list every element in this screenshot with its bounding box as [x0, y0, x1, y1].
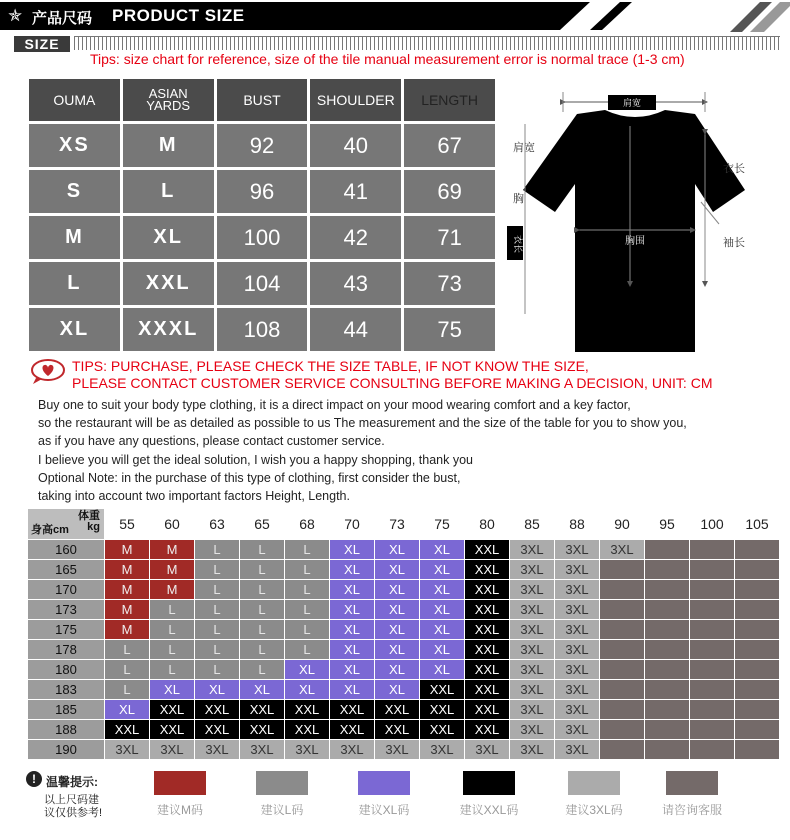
consult-cell — [690, 680, 734, 699]
size-cell: M — [150, 540, 194, 559]
weight-header-cell: 68 — [285, 509, 329, 539]
legend-swatch — [358, 771, 410, 795]
height-cell: 170 — [28, 580, 104, 599]
size-cell: 3XL — [510, 720, 554, 739]
length-cell: 69 — [404, 170, 495, 213]
description-text — [38, 396, 687, 505]
grid-row — [28, 620, 779, 639]
size-cell: XL — [330, 640, 374, 659]
consult-cell — [645, 580, 689, 599]
consult-cell — [600, 600, 644, 619]
size-cell: 3XL — [510, 580, 554, 599]
size-cell: XXL — [465, 720, 509, 739]
description-line: so the restaurant will be as detailed as possible to us The measurement and the size of the table for you to show you, — [38, 416, 687, 431]
size-cell: L — [285, 540, 329, 559]
col-header-asian: ASIAN — [148, 86, 188, 101]
size-cell: 3XL — [240, 740, 284, 759]
size-cell: XXL — [465, 680, 509, 699]
size-cell: 3XL — [285, 740, 329, 759]
tips-reference: Tips: size chart for reference, size of the tile manual measurement error is normal trace (1-3 cm) — [90, 51, 685, 67]
col-header-shoulder: SHOULDER — [310, 79, 401, 121]
description-line: taking into account two important factors Height, Length. — [38, 489, 350, 504]
size-cell: XL — [330, 600, 374, 619]
legend-swatch — [568, 771, 620, 795]
size-cell: L — [150, 660, 194, 679]
description-line: I believe you will get the ideal solution, I wish you a happy shopping, thank you — [38, 452, 473, 467]
size-cell: 3XL — [510, 540, 554, 559]
ouma-cell: L — [29, 262, 120, 305]
consult-cell — [690, 720, 734, 739]
size-cell: XL — [375, 680, 419, 699]
grid-row — [28, 600, 779, 619]
weight-header-cell: 70 — [330, 509, 374, 539]
size-cell: 3XL — [555, 740, 599, 759]
size-cell: XXL — [330, 720, 374, 739]
size-cell: M — [105, 600, 149, 619]
table-row — [29, 308, 495, 351]
size-cell: 3XL — [510, 560, 554, 579]
size-cell: L — [195, 620, 239, 639]
size-cell: XL — [375, 600, 419, 619]
shoulder-cell: 41 — [310, 170, 401, 213]
size-cell: XXL — [330, 700, 374, 719]
size-cell: 3XL — [510, 640, 554, 659]
col-header-yards: YARDS — [146, 98, 191, 113]
weight-header-cell: 65 — [240, 509, 284, 539]
col-header-bust: BUST — [217, 79, 308, 121]
size-cell: L — [150, 640, 194, 659]
size-cell: XXL — [465, 600, 509, 619]
description-line: as if you have any questions, please contact customer service. — [38, 434, 385, 449]
size-cell: XXL — [465, 640, 509, 659]
size-cell: 3XL — [195, 740, 239, 759]
header-title-en: PRODUCT SIZE — [112, 6, 245, 25]
consult-cell — [600, 680, 644, 699]
corner-weight-label: 体重 kg — [78, 510, 100, 533]
size-cell: XL — [375, 660, 419, 679]
size-cell: 3XL — [555, 700, 599, 719]
size-cell: L — [240, 660, 284, 679]
legend-swatch — [666, 771, 718, 795]
size-cell: L — [285, 620, 329, 639]
size-cell: XL — [195, 680, 239, 699]
consult-cell — [645, 620, 689, 639]
grid-row — [28, 740, 779, 759]
weight-header-cell: 63 — [195, 509, 239, 539]
consult-cell — [645, 600, 689, 619]
consult-cell — [600, 740, 644, 759]
ouma-cell: M — [29, 216, 120, 259]
size-cell: L — [285, 560, 329, 579]
size-cell: L — [150, 600, 194, 619]
consult-cell — [735, 540, 779, 559]
bust-cell: 96 — [217, 170, 308, 213]
size-cell: XXL — [195, 700, 239, 719]
size-cell: XL — [375, 540, 419, 559]
header-bar — [0, 0, 790, 32]
consult-cell — [690, 600, 734, 619]
size-cell: 3XL — [330, 740, 374, 759]
size-cell: XXL — [240, 700, 284, 719]
consult-cell — [645, 660, 689, 679]
size-cell: XL — [105, 700, 149, 719]
grid-row — [28, 660, 779, 679]
weight-header-cell: 85 — [510, 509, 554, 539]
legend-swatch — [154, 771, 206, 795]
legend-label: 建议L码 — [260, 803, 304, 817]
size-cell: XL — [420, 540, 464, 559]
size-cell: XL — [330, 660, 374, 679]
consult-cell — [690, 620, 734, 639]
consult-cell — [735, 660, 779, 679]
shoulder-cell: 44 — [310, 308, 401, 351]
size-cell: XL — [330, 620, 374, 639]
size-cell: XL — [285, 660, 329, 679]
size-cell: L — [285, 640, 329, 659]
consult-cell — [690, 540, 734, 559]
consult-cell — [600, 560, 644, 579]
table-row — [29, 124, 495, 167]
table-row — [29, 216, 495, 259]
size-cell: M — [105, 540, 149, 559]
size-cell: 3XL — [555, 540, 599, 559]
size-cell: XXL — [465, 560, 509, 579]
sleeve-label: 袖长 — [723, 236, 745, 249]
grid-corner — [28, 509, 104, 539]
bust-cell: 100 — [217, 216, 308, 259]
asian-cell: XXL — [123, 262, 214, 305]
header-title-cn: 产品尺码 — [32, 9, 93, 27]
size-cell: M — [150, 580, 194, 599]
size-cell: L — [195, 580, 239, 599]
shoulder-cell: 40 — [310, 124, 401, 167]
size-cell: 3XL — [555, 600, 599, 619]
asian-cell: XL — [123, 216, 214, 259]
size-cell: 3XL — [420, 740, 464, 759]
consult-cell — [690, 660, 734, 679]
chest-label: 胸围 — [625, 236, 645, 247]
size-cell: XL — [375, 620, 419, 639]
grid-row — [28, 540, 779, 559]
size-cell: XL — [420, 640, 464, 659]
size-cell: XL — [150, 680, 194, 699]
bust-cell: 104 — [217, 262, 308, 305]
size-cell: 3XL — [510, 620, 554, 639]
size-cell: XL — [330, 580, 374, 599]
warning-icon: ! — [26, 771, 42, 787]
table-row — [29, 262, 495, 305]
weight-header-cell: 100 — [690, 509, 734, 539]
size-cell: XL — [285, 680, 329, 699]
size-cell: 3XL — [555, 680, 599, 699]
size-cell: XXL — [465, 540, 509, 559]
shoulder-cell: 43 — [310, 262, 401, 305]
consult-cell — [645, 720, 689, 739]
size-cell: 3XL — [555, 720, 599, 739]
tshirt-diagram — [505, 84, 765, 354]
consult-cell — [600, 720, 644, 739]
size-cell: XXL — [240, 720, 284, 739]
weight-header-cell: 88 — [555, 509, 599, 539]
size-cell: L — [195, 540, 239, 559]
size-cell: L — [195, 560, 239, 579]
ruler-ticks — [74, 36, 780, 50]
consult-cell — [735, 620, 779, 639]
size-cell: 3XL — [555, 660, 599, 679]
size-cell: 3XL — [555, 560, 599, 579]
height-cell: 188 — [28, 720, 104, 739]
shoulder-cell: 42 — [310, 216, 401, 259]
size-cell: XXL — [465, 700, 509, 719]
legend-label: 建议3XL码 — [565, 803, 623, 817]
size-cell: 3XL — [600, 540, 644, 559]
weight-header-row — [28, 509, 779, 539]
height-cell: 180 — [28, 660, 104, 679]
size-cell: XXL — [465, 660, 509, 679]
size-cell: L — [150, 620, 194, 639]
height-cell: 190 — [28, 740, 104, 759]
tips-purchase — [72, 358, 712, 392]
size-cell: XXL — [150, 700, 194, 719]
size-cell: L — [195, 640, 239, 659]
size-cell: XL — [375, 560, 419, 579]
col-header-length: LENGTH — [404, 79, 495, 121]
consult-cell — [600, 620, 644, 639]
size-cell: XL — [240, 680, 284, 699]
grid-row — [28, 720, 779, 739]
size-cell: 3XL — [510, 680, 554, 699]
heart-chat-icon — [30, 358, 66, 384]
size-cell: L — [195, 660, 239, 679]
size-cell: L — [285, 600, 329, 619]
size-tag: SIZE — [14, 36, 70, 52]
height-cell: 173 — [28, 600, 104, 619]
size-cell: XXL — [150, 720, 194, 739]
size-cell: 3XL — [510, 600, 554, 619]
grid-row — [28, 640, 779, 659]
warning-title: 温馨提示: — [46, 775, 98, 789]
consult-cell — [690, 740, 734, 759]
bust-cell: 108 — [217, 308, 308, 351]
consult-cell — [600, 580, 644, 599]
size-cell: XXL — [105, 720, 149, 739]
size-cell: L — [105, 660, 149, 679]
table-row — [29, 170, 495, 213]
consult-cell — [645, 640, 689, 659]
col-header-ouma: OUMA — [29, 79, 120, 121]
consult-cell — [735, 720, 779, 739]
tips-line1: TIPS: PURCHASE, PLEASE CHECK THE SIZE TABLE, IF NOT KNOW THE SIZE, — [72, 358, 589, 374]
size-cell: XXL — [375, 720, 419, 739]
size-cell: XXL — [465, 580, 509, 599]
consult-cell — [645, 560, 689, 579]
size-cell: XXL — [195, 720, 239, 739]
asian-cell: M — [123, 124, 214, 167]
description-line: Buy one to suit your body type clothing, it is a direct impact on your mood wearing comfort and a key factor, — [38, 398, 631, 412]
weight-header-cell: 80 — [465, 509, 509, 539]
warning-line2: 议仅供参考! — [44, 807, 103, 819]
description-line: Optional Note: in the purchase of this type of clothing, first consider the bust, — [38, 470, 461, 485]
consult-cell — [600, 660, 644, 679]
ouma-cell: S — [29, 170, 120, 213]
consult-cell — [735, 600, 779, 619]
length-cell: 67 — [404, 124, 495, 167]
size-cell: XXL — [420, 700, 464, 719]
size-cell: 3XL — [465, 740, 509, 759]
size-cell: XXL — [420, 720, 464, 739]
consult-cell — [690, 640, 734, 659]
size-cell: L — [240, 620, 284, 639]
consult-cell — [735, 740, 779, 759]
legend-label: 建议XXL码 — [459, 803, 519, 817]
shoulder-side-label: 肩宽 — [513, 141, 535, 154]
consult-cell — [645, 700, 689, 719]
size-cell: 3XL — [555, 640, 599, 659]
size-cell: L — [285, 580, 329, 599]
size-cell: M — [150, 560, 194, 579]
size-cell: XL — [420, 580, 464, 599]
consult-cell — [645, 680, 689, 699]
height-cell: 185 — [28, 700, 104, 719]
consult-cell — [645, 540, 689, 559]
legend-swatch — [256, 771, 308, 795]
size-cell: XXL — [375, 700, 419, 719]
size-cell: L — [240, 640, 284, 659]
size-cell: 3XL — [555, 580, 599, 599]
size-cell: XL — [330, 540, 374, 559]
height-cell: 160 — [28, 540, 104, 559]
grid-row — [28, 560, 779, 579]
legend-label: 请咨询客服 — [661, 803, 722, 817]
consult-cell — [735, 700, 779, 719]
consult-cell — [735, 640, 779, 659]
size-cell: XXL — [465, 620, 509, 639]
consult-cell — [690, 700, 734, 719]
size-cell: 3XL — [510, 740, 554, 759]
length-cell: 73 — [404, 262, 495, 305]
header-diagonal-stripes — [560, 0, 790, 32]
star-icon: ✯ — [8, 6, 23, 25]
tshirt-icon — [523, 110, 745, 352]
grid-row — [28, 700, 779, 719]
size-cell: XXL — [420, 680, 464, 699]
size-cell: XL — [420, 620, 464, 639]
size-cell: XXL — [285, 700, 329, 719]
size-cell: L — [240, 600, 284, 619]
size-cell: XL — [375, 640, 419, 659]
chest-side-label: 胸 — [513, 192, 524, 205]
ouma-cell: XL — [29, 308, 120, 351]
product-size-table — [26, 76, 498, 354]
size-cell: XL — [420, 600, 464, 619]
size-cell: L — [195, 600, 239, 619]
size-cell: XL — [330, 680, 374, 699]
consult-cell — [690, 580, 734, 599]
shoulder-label: 肩宽 — [622, 99, 642, 109]
tips-line2: PLEASE CONTACT CUSTOMER SERVICE CONSULTING BEFORE MAKING A DECISION, UNIT: CM — [72, 375, 713, 391]
size-cell: XL — [375, 580, 419, 599]
legend-swatch — [463, 771, 515, 795]
length-cell: 71 — [404, 216, 495, 259]
size-cell: M — [105, 620, 149, 639]
consult-cell — [645, 740, 689, 759]
grid-row — [28, 680, 779, 699]
length-label: 衣长 — [723, 162, 745, 175]
size-cell: M — [105, 580, 149, 599]
height-cell: 175 — [28, 620, 104, 639]
size-recommendation-grid — [27, 508, 780, 760]
size-cell: L — [240, 540, 284, 559]
legend-label: 建议M码 — [157, 803, 203, 817]
height-cell: 183 — [28, 680, 104, 699]
height-cell: 165 — [28, 560, 104, 579]
consult-cell — [690, 560, 734, 579]
size-cell: 3XL — [510, 700, 554, 719]
asian-cell: L — [123, 170, 214, 213]
weight-header-cell: 95 — [645, 509, 689, 539]
consult-cell — [600, 640, 644, 659]
size-cell: L — [240, 580, 284, 599]
weight-header-cell: 105 — [735, 509, 779, 539]
legend-label: 建议XL码 — [358, 803, 410, 817]
length-cell: 75 — [404, 308, 495, 351]
corner-height-label: 身高cm — [31, 524, 69, 536]
size-cell: L — [240, 560, 284, 579]
col-header-asian-yards — [123, 79, 214, 121]
bust-cell: 92 — [217, 124, 308, 167]
size-cell: L — [105, 680, 149, 699]
weight-header-cell: 55 — [105, 509, 149, 539]
warning-line1: 以上尺码建 — [44, 794, 99, 806]
weight-header-cell: 60 — [150, 509, 194, 539]
size-cell: 3XL — [150, 740, 194, 759]
size-cell: 3XL — [555, 620, 599, 639]
ouma-cell: XS — [29, 124, 120, 167]
consult-cell — [735, 580, 779, 599]
size-cell: XL — [420, 660, 464, 679]
asian-cell: XXXL — [123, 308, 214, 351]
consult-cell — [735, 560, 779, 579]
size-cell: XL — [420, 560, 464, 579]
vertical-length-label: 衣长 — [512, 234, 522, 254]
consult-cell — [735, 680, 779, 699]
size-cell: 3XL — [510, 660, 554, 679]
weight-header-cell: 73 — [375, 509, 419, 539]
size-cell: 3XL — [375, 740, 419, 759]
height-cell: 178 — [28, 640, 104, 659]
grid-row — [28, 580, 779, 599]
consult-cell — [600, 700, 644, 719]
size-cell: M — [105, 560, 149, 579]
weight-header-cell: 90 — [600, 509, 644, 539]
size-cell: XXL — [285, 720, 329, 739]
size-cell: XL — [330, 560, 374, 579]
size-cell: L — [105, 640, 149, 659]
size-cell: 3XL — [105, 740, 149, 759]
weight-header-cell: 75 — [420, 509, 464, 539]
